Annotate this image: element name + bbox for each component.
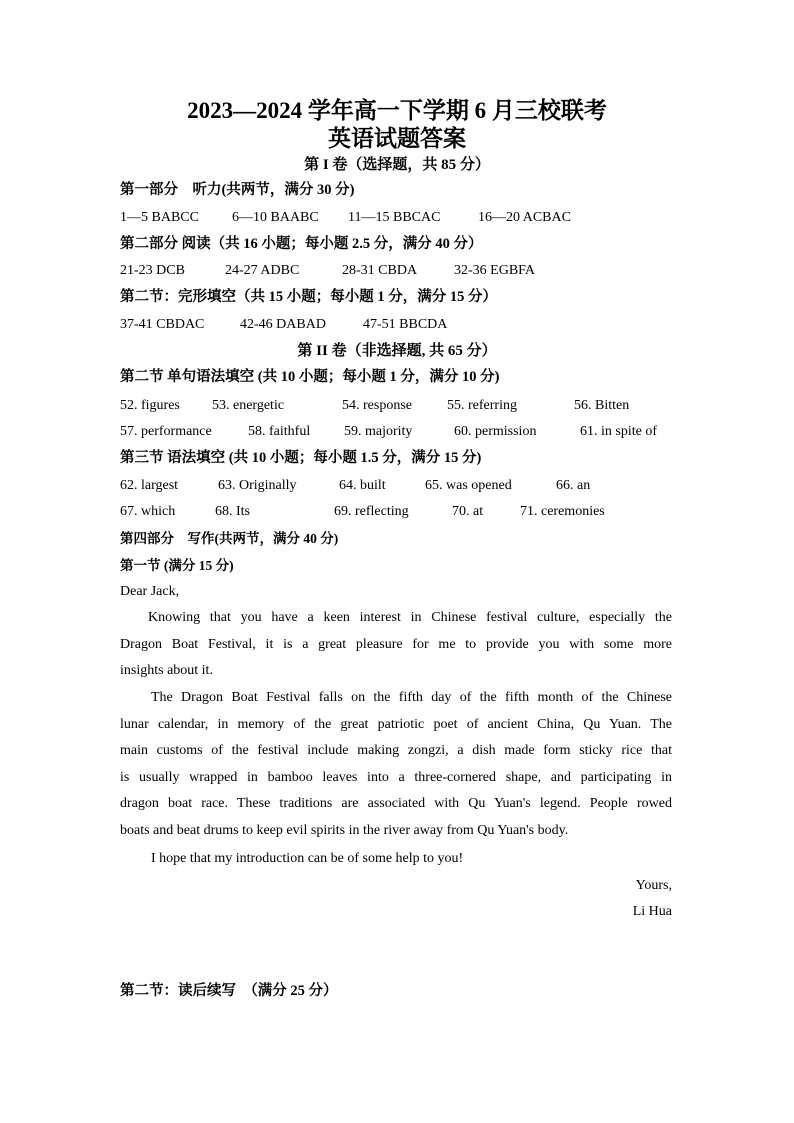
letter-paragraph-3: I hope that my introduction can be of some help to you! <box>151 851 464 866</box>
answer-item: 62. largest <box>120 478 179 493</box>
answer-item: 56. Bitten <box>574 398 630 413</box>
letter-line: main customs of the festival include making zongzi, a dish made form sticky rice that <box>120 743 672 759</box>
answer-item: 57. performance <box>120 424 212 439</box>
part1-heading: 第一部分 听力(共两节，满分 30 分) <box>120 182 355 198</box>
answer-group: 37-41 CBDAC <box>120 317 205 332</box>
letter-line: dragon boat race. These traditions are associated with Qu Yuan's legend. People rowed <box>120 796 672 812</box>
answer-item: 52. figures <box>120 398 180 413</box>
letter-paragraph-2 <box>120 685 672 845</box>
exam-title: 2023—2024 学年高一下学期 6 月三校联考 <box>187 98 607 123</box>
exam-subtitle: 英语试题答案 <box>328 126 466 151</box>
answer-item: 54. response <box>342 398 412 413</box>
volume-1-heading: 第 I 卷（选择题，共 85 分） <box>304 157 490 173</box>
answer-item: 53. energetic <box>212 398 285 413</box>
letter-signature: Li Hua <box>632 904 672 919</box>
answer-item: 63. Originally <box>218 478 297 493</box>
answer-item: 67. which <box>120 504 176 519</box>
writing-section1-heading: 第一节 (满分 15 分) <box>120 558 234 573</box>
letter-paragraph-1 <box>120 605 672 685</box>
letter-line: Knowing that you have a keen interest in Chinese festival culture, especially the <box>148 610 672 625</box>
answer-item: 60. permission <box>454 424 537 439</box>
answer-item: 58. faithful <box>248 424 311 439</box>
letter-line: is usually wrapped in bamboo leaves into a three-cornered shape, and participating in <box>120 769 672 785</box>
answer-group: 42-46 DABAD <box>240 317 326 332</box>
answer-item: 69. reflecting <box>334 504 409 519</box>
letter-line: insights about it. <box>120 663 213 679</box>
answer-item: 61. in spite of <box>580 424 657 439</box>
answer-group: 6—10 BAABC <box>232 210 319 225</box>
answer-item: 70. at <box>452 504 484 519</box>
letter-closing: Yours, <box>635 878 672 893</box>
letter-line: lunar calendar, in memory of the great patriotic poet of ancient China, Qu Yuan. The <box>120 716 672 732</box>
answer-item: 68. Its <box>215 504 250 519</box>
answer-group: 16—20 ACBAC <box>478 210 571 225</box>
answer-group: 28-31 CBDA <box>342 263 418 278</box>
answer-group: 24-27 ADBC <box>225 263 300 278</box>
answer-item: 65. was opened <box>425 478 512 493</box>
answer-item: 66. an <box>556 478 591 493</box>
letter-line: The Dragon Boat Festival falls on the fifth day of the fifth month of the Chinese <box>151 690 672 705</box>
answer-group: 11—15 BBCAC <box>348 210 441 225</box>
cloze-heading: 第二节：完形填空（共 15 小题；每小题 1 分，满分 15 分） <box>120 289 497 305</box>
answer-item: 64. built <box>339 478 386 493</box>
answer-item: 71. ceremonies <box>520 504 605 519</box>
grammar-heading: 第三节 语法填空 (共 10 小题；每小题 1.5 分，满分 15 分) <box>120 450 482 466</box>
writing-section2-heading: 第二节：读后续写 （满分 25 分） <box>120 983 338 999</box>
answer-group: 32-36 EGBFA <box>454 263 536 278</box>
letter-line: Dragon Boat Festival, it is a great pleasure for me to provide you with some more <box>120 636 672 652</box>
letter-line: boats and beat drums to keep evil spirits in the river away from Qu Yuan's body. <box>120 822 569 838</box>
answer-group: 1—5 BABCC <box>120 210 199 225</box>
part4-heading: 第四部分 写作(共两节，满分 40 分) <box>120 531 339 546</box>
single-grammar-heading: 第二节 单句语法填空 (共 10 小题；每小题 1 分，满分 10 分) <box>120 369 500 385</box>
volume-2-heading: 第 II 卷（非选择题, 共 65 分） <box>297 343 497 359</box>
answer-group: 21-23 DCB <box>120 263 185 278</box>
answer-group: 47-51 BBCDA <box>363 317 448 332</box>
letter-salutation: Dear Jack, <box>120 584 180 599</box>
answer-item: 55. referring <box>447 398 517 413</box>
part2-heading: 第二部分 阅读（共 16 小题；每小题 2.5 分，满分 40 分） <box>120 236 483 252</box>
answer-item: 59. majority <box>344 424 413 439</box>
